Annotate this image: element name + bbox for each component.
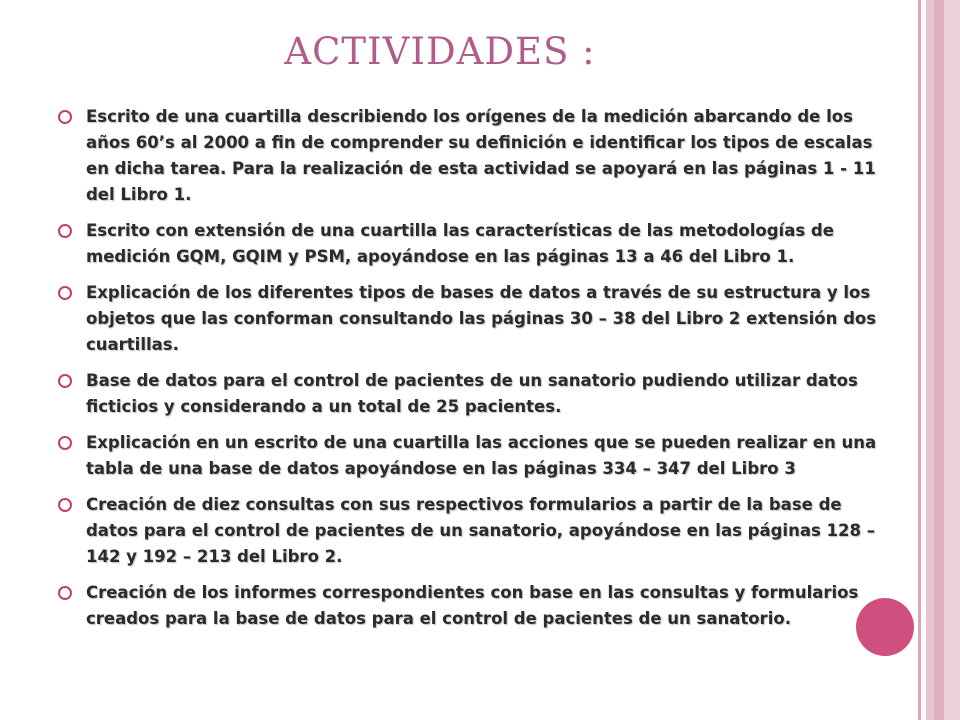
border-stripe — [926, 0, 934, 720]
ring-bullet-icon — [58, 586, 72, 600]
list-item — [58, 280, 898, 358]
ring-bullet-icon — [58, 110, 72, 124]
slide-title: ACTIVIDADES : — [284, 30, 596, 73]
bullet-text: Escrito de una cuartilla describiendo los orígenes de la medición abarcando de los años 60’s al 2000 a fin de comprender su definición e identificar los tipos de escalas en dicha tarea. Para la realización de esta actividad se apoyará en las páginas 1 - 11 del Libro 1. — [86, 107, 876, 204]
list-item — [58, 368, 898, 420]
bullet-text: Creación de los informes correspondientes con base en las consultas y formularios creados para la base de datos para el control de pacientes de un sanatorio. — [86, 583, 859, 628]
pink-circle-decoration — [856, 598, 914, 656]
border-stripe — [918, 0, 921, 720]
bullet-list — [58, 104, 898, 642]
bullet-text: Explicación en un escrito de una cuartilla las acciones que se pueden realizar en una tabla de una base de datos apoyándose en las páginas 334 – 347 del Libro 3 — [86, 433, 877, 478]
bullet-text: Escrito con extensión de una cuartilla las características de las metodologías de medición GQM, GQIM y PSM, apoyándose en las páginas 13 a 46 del Libro 1. — [86, 221, 834, 266]
bullet-text: Explicación de los diferentes tipos de bases de datos a través de su estructura y los objetos que las conforman consultando las páginas 30 – 38 del Libro 2 extensión dos cuartillas. — [86, 283, 877, 354]
border-stripe — [934, 0, 944, 720]
bullet-text: Creación de diez consultas con sus respectivos formularios a partir de la base de datos para el control de pacientes de un sanatorio, apoyándose en las páginas 128 – 142 y 192 – 213 del Libro 2. — [86, 495, 875, 566]
ring-bullet-icon — [58, 436, 72, 450]
bullet-text: Base de datos para el control de pacientes de un sanatorio pudiendo utilizar datos ficticios y considerando a un total de 25 pacientes. — [86, 371, 858, 416]
ring-bullet-icon — [58, 498, 72, 512]
ring-bullet-icon — [58, 224, 72, 238]
list-item — [58, 104, 898, 208]
list-item — [58, 492, 898, 570]
ring-bullet-icon — [58, 286, 72, 300]
border-stripe — [944, 0, 960, 720]
list-item — [58, 430, 898, 482]
list-item — [58, 218, 898, 270]
ring-bullet-icon — [58, 374, 72, 388]
list-item — [58, 580, 898, 632]
